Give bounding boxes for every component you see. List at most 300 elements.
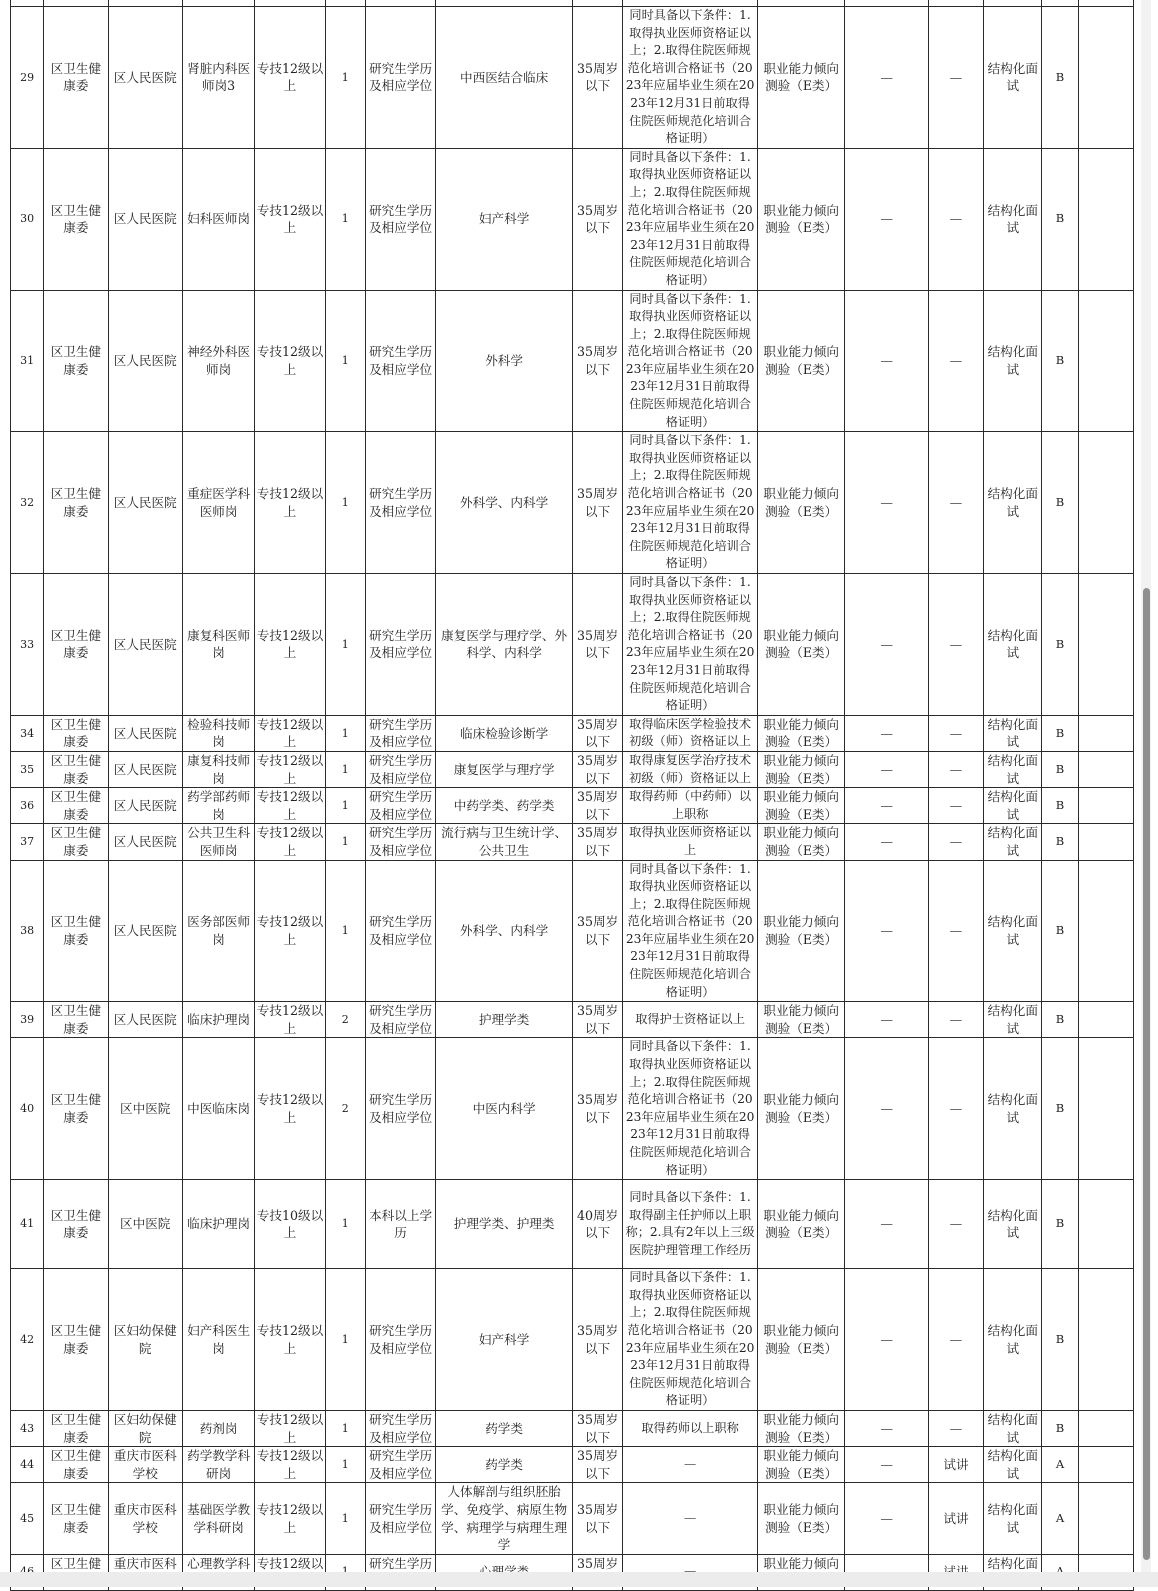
cell-no: 38 xyxy=(11,860,44,1002)
cell-empty xyxy=(1078,1038,1133,1180)
cell-other: 取得临床医学检验技术初级（师）资格证以上 xyxy=(623,715,758,751)
cell-empty xyxy=(1078,1269,1133,1411)
cell-interview: 结构化面试 xyxy=(984,1180,1042,1269)
cell-exam: 职业能力倾向测验（E类） xyxy=(757,788,844,824)
cell-major: 妇产科学 xyxy=(436,148,573,290)
table-row xyxy=(11,824,1134,860)
cell-grade: B xyxy=(1042,1410,1078,1446)
cell-c1: — xyxy=(845,1483,928,1554)
cell-dept: 区卫生健康委 xyxy=(44,824,108,860)
cell-unit: 区中医院 xyxy=(108,1038,182,1180)
cell-grade: A xyxy=(1042,1483,1078,1554)
cell-exam: 职业能力倾向测验（E类） xyxy=(757,432,844,574)
cell-c2: — xyxy=(928,751,983,787)
cell-edu: 研究生学历及相应学位 xyxy=(365,1447,435,1483)
cell-c2: — xyxy=(928,860,983,1002)
cell-interview: 结构化面试 xyxy=(984,1038,1042,1180)
cell-level: 专技12级以上 xyxy=(255,715,325,751)
cell-unit: 区人民医院 xyxy=(108,7,182,149)
cell-dept: 区卫生健康委 xyxy=(44,1483,108,1554)
cell-age: 35周岁以下 xyxy=(572,824,622,860)
cell-other: 取得执业医师资格证以上 xyxy=(623,824,758,860)
table-row xyxy=(11,715,1134,751)
cell-exam: 职业能力倾向测验（E类） xyxy=(757,574,844,716)
cell-exam: 职业能力倾向测验（E类） xyxy=(757,7,844,149)
cell-unit: 区人民医院 xyxy=(108,860,182,1002)
cell-unit: 区人民医院 xyxy=(108,290,182,432)
cell-post: 医务部医师岗 xyxy=(182,860,254,1002)
cell-empty xyxy=(1078,574,1133,716)
cell-unit: 重庆市医科学校 xyxy=(108,1447,182,1483)
cell-interview: 结构化面试 xyxy=(984,824,1042,860)
cell-c1: — xyxy=(845,7,928,149)
cell-interview: 结构化面试 xyxy=(984,715,1042,751)
cell-count: 1 xyxy=(325,1483,365,1554)
cell-unit: 区人民医院 xyxy=(108,788,182,824)
cell-level: 专技12级以上 xyxy=(255,7,325,149)
cell-c1: — xyxy=(845,1002,928,1038)
table-row xyxy=(11,1447,1134,1483)
cell-dept: 区卫生健 xyxy=(44,1554,108,1590)
cell-c1: — xyxy=(845,1447,928,1483)
cell-no: 30 xyxy=(11,148,44,290)
cell-other: 同时具备以下条件：1.取得执业医师资格证以上；2.取得住院医师规范化培训合格证书（2023年应届毕业生须在2023年12月31日前取得住院医师规范化培训合格证明） xyxy=(623,1038,758,1180)
cell-c1: — xyxy=(845,824,928,860)
cell-major: 临床检验诊断学 xyxy=(436,715,573,751)
cell-empty xyxy=(1078,1002,1133,1038)
cell-age: 35周岁以下 xyxy=(572,715,622,751)
cell-empty xyxy=(1078,432,1133,574)
cell-exam: 职业能力倾向测验（E类） xyxy=(757,1180,844,1269)
cell-unit: 重庆市医科学校 xyxy=(108,1483,182,1554)
cell-c1: — xyxy=(845,860,928,1002)
cell-count: 1 xyxy=(325,715,365,751)
cell-interview: 结构化面试 xyxy=(984,7,1042,149)
cell-c1: — xyxy=(845,148,928,290)
table-row xyxy=(11,574,1134,716)
cell-other: 同时具备以下条件：1.取得执业医师资格证以上；2.取得住院医师规范化培训合格证书（2023年应届毕业生须在2023年12月31日前取得住院医师规范化培训合格证明） xyxy=(623,7,758,149)
cell-unit: 区妇幼保健院 xyxy=(108,1269,182,1411)
cell-c1: — xyxy=(845,1269,928,1411)
cell-post: 中医临床岗 xyxy=(182,1038,254,1180)
cell-edu: 研究生学历及相应学位 xyxy=(365,1038,435,1180)
cell-age: 40周岁以下 xyxy=(572,1180,622,1269)
cell-major: 外科学、内科学 xyxy=(436,860,573,1002)
cell-major: 护理学类、护理类 xyxy=(436,1180,573,1269)
cell-c1: — xyxy=(845,574,928,716)
cell-exam: 职业能力倾向测验（E类） xyxy=(757,1269,844,1411)
cell-level: 专技10级以上 xyxy=(255,1180,325,1269)
cell-no: 43 xyxy=(11,1410,44,1446)
cell-no: 35 xyxy=(11,751,44,787)
cell-grade: A xyxy=(1042,1447,1078,1483)
cell-major: 康复医学与理疗学、外科学、内科学 xyxy=(436,574,573,716)
cell-edu: 研究生学历及相应学位 xyxy=(365,824,435,860)
cell-post: 肾脏内科医师岗3 xyxy=(182,7,254,149)
cell-no: 41 xyxy=(11,1180,44,1269)
cell-empty xyxy=(1078,1447,1133,1483)
cell-empty xyxy=(1078,290,1133,432)
cell-empty xyxy=(1078,788,1133,824)
cell-age: 35周岁以下 xyxy=(572,1269,622,1411)
cell-age: 35周岁以下 xyxy=(572,7,622,149)
cell-exam: 职业能力倾向测验（E类） xyxy=(757,715,844,751)
cell-grade: B xyxy=(1042,824,1078,860)
cell-edu: 研究生学历及相应学位 xyxy=(365,860,435,1002)
cell-grade: B xyxy=(1042,1180,1078,1269)
cell-dept: 区卫生健康委 xyxy=(44,1180,108,1269)
cell-interview: 结构化面 xyxy=(984,1554,1042,1590)
cell-count: 2 xyxy=(325,1002,365,1038)
cell-dept: 区卫生健康委 xyxy=(44,290,108,432)
cell-count: 1 xyxy=(325,7,365,149)
cell-unit: 区人民医院 xyxy=(108,715,182,751)
page-bottom-edge xyxy=(0,1572,1158,1587)
cell-interview: 结构化面试 xyxy=(984,860,1042,1002)
cell-c1: — xyxy=(845,715,928,751)
cell-level: 专技12级以上 xyxy=(255,788,325,824)
cell-other: 同时具备以下条件：1.取得执业医师资格证以上；2.取得住院医师规范化培训合格证书（2023年应届毕业生须在2023年12月31日前取得住院医师规范化培训合格证明） xyxy=(623,432,758,574)
cell-interview: 结构化面试 xyxy=(984,1410,1042,1446)
cell-exam: 职业能力倾向测验（E类） xyxy=(757,1038,844,1180)
cell-dept: 区卫生健康委 xyxy=(44,574,108,716)
cell-edu: 研究生学历及相应学位 xyxy=(365,1483,435,1554)
cell-c2: — xyxy=(928,1410,983,1446)
cell-age: 35周岁以下 xyxy=(572,1002,622,1038)
cell-other: — xyxy=(623,1483,758,1554)
cell-dept: 区卫生健康委 xyxy=(44,148,108,290)
cell-dept: 区卫生健康委 xyxy=(44,1038,108,1180)
cell-age: 35周岁以下 xyxy=(572,751,622,787)
cell-level: 专技12级以 xyxy=(255,1554,325,1590)
cell-count: 1 xyxy=(325,290,365,432)
cell-c2: — xyxy=(928,715,983,751)
cell-interview: 结构化面试 xyxy=(984,148,1042,290)
cell-level: 专技12级以上 xyxy=(255,1410,325,1446)
cell-post: 神经外科医师岗 xyxy=(182,290,254,432)
cell-c2: — xyxy=(928,7,983,149)
cell-level: 专技12级以上 xyxy=(255,751,325,787)
cell-no: 31 xyxy=(11,290,44,432)
cell-interview: 结构化面试 xyxy=(984,574,1042,716)
cell-interview: 结构化面试 xyxy=(984,788,1042,824)
cell-unit: 区人民医院 xyxy=(108,751,182,787)
cell-other: 取得药师（中药师）以上职称 xyxy=(623,788,758,824)
cell-exam: 职业能力倾向测验（E类） xyxy=(757,860,844,1002)
cell-c2: 试讲 xyxy=(928,1447,983,1483)
cell-grade: B xyxy=(1042,751,1078,787)
cell-edu: 研究生学历及相应学位 xyxy=(365,751,435,787)
cell-level: 专技12级以上 xyxy=(255,860,325,1002)
cell-dept: 区卫生健康委 xyxy=(44,7,108,149)
cell-major: 药学类 xyxy=(436,1447,573,1483)
cell-edu: 研究生学历及相应学位 xyxy=(365,1410,435,1446)
cell-exam: 职业能力倾向测验（E类） xyxy=(757,1002,844,1038)
cell-interview: 结构化面试 xyxy=(984,432,1042,574)
cell-unit: 区人民医院 xyxy=(108,148,182,290)
cell-c2: — xyxy=(928,290,983,432)
cell-c2: — xyxy=(928,574,983,716)
cell-c2: — xyxy=(928,432,983,574)
cell-no: 40 xyxy=(11,1038,44,1180)
cell-c2: — xyxy=(928,1038,983,1180)
cell-post: 重症医学科医师岗 xyxy=(182,432,254,574)
cell-dept: 区卫生健康委 xyxy=(44,432,108,574)
cell-exam: 职业能力倾向测验（E类） xyxy=(757,1410,844,1446)
table-row xyxy=(11,751,1134,787)
cell-no: 34 xyxy=(11,715,44,751)
cell-major: 流行病与卫生统计学、公共卫生 xyxy=(436,824,573,860)
cell-major: 中医内科学 xyxy=(436,1038,573,1180)
table-row xyxy=(11,148,1134,290)
cell-c2: — xyxy=(928,788,983,824)
cell-empty xyxy=(1078,148,1133,290)
cell-other: 同时具备以下条件：1.取得执业医师资格证以上；2.取得住院医师规范化培训合格证书（2023年应届毕业生须在2023年12月31日前取得住院医师规范化培训合格证明） xyxy=(623,860,758,1002)
cell-unit: 区人民医院 xyxy=(108,432,182,574)
cell-dept: 区卫生健康委 xyxy=(44,1269,108,1411)
cell-c1: — xyxy=(845,1038,928,1180)
cell-level: 专技12级以上 xyxy=(255,432,325,574)
cell-dept: 区卫生健康委 xyxy=(44,1447,108,1483)
cell-c1: — xyxy=(845,1180,928,1269)
cell-count: 1 xyxy=(325,432,365,574)
cell-count: 1 xyxy=(325,1180,365,1269)
cell-empty xyxy=(1078,824,1133,860)
table-row xyxy=(11,1269,1134,1411)
cell-c1: — xyxy=(845,290,928,432)
cell-grade: B xyxy=(1042,290,1078,432)
cell-empty xyxy=(1078,751,1133,787)
cell-post: 药剂岗 xyxy=(182,1410,254,1446)
cell-empty xyxy=(1078,1410,1133,1446)
table-row xyxy=(11,1002,1134,1038)
cell-dept: 区卫生健康委 xyxy=(44,860,108,1002)
cell-major: 外科学 xyxy=(436,290,573,432)
cell-age: 35周岁以下 xyxy=(572,860,622,1002)
cell-exam: 职业能力倾向测验（E类） xyxy=(757,1483,844,1554)
cell-empty xyxy=(1078,715,1133,751)
cell-exam: 职业能力倾向测验（E类） xyxy=(757,148,844,290)
cell-unit: 区妇幼保健院 xyxy=(108,1410,182,1446)
cell-dept: 区卫生健康委 xyxy=(44,715,108,751)
table-row xyxy=(11,1483,1134,1554)
cell-age: 35周岁以下 xyxy=(572,148,622,290)
cell-age: 35周岁以下 xyxy=(572,1410,622,1446)
table-row xyxy=(11,290,1134,432)
cell-no: 37 xyxy=(11,824,44,860)
cell-age: 35周岁 xyxy=(572,1554,622,1590)
cell-major: 药学类 xyxy=(436,1410,573,1446)
cell-c2: — xyxy=(928,824,983,860)
cell-interview: 结构化面试 xyxy=(984,1483,1042,1554)
cell-post: 检验科技师岗 xyxy=(182,715,254,751)
cell-exam: 职业能力倾向测验（E类） xyxy=(757,751,844,787)
cell-grade: B xyxy=(1042,860,1078,1002)
cell-post: 临床护理岗 xyxy=(182,1002,254,1038)
cell-post: 基础医学教学科研岗 xyxy=(182,1483,254,1554)
cell-edu: 研究生学历及相应学位 xyxy=(365,715,435,751)
cell-major: 人体解剖与组织胚胎学、免疫学、病原生物学、病理学与病理生理学 xyxy=(436,1483,573,1554)
cell-level: 专技12级以上 xyxy=(255,148,325,290)
cell-no: 32 xyxy=(11,432,44,574)
cell-age: 35周岁以下 xyxy=(572,788,622,824)
cell-post: 妇科医师岗 xyxy=(182,148,254,290)
cell-interview: 结构化面试 xyxy=(984,290,1042,432)
cell-c2: — xyxy=(928,1002,983,1038)
cell-major: 护理学类 xyxy=(436,1002,573,1038)
cell-grade: B xyxy=(1042,1038,1078,1180)
cell-c1: — xyxy=(845,432,928,574)
cell-other: 同时具备以下条件：1.取得副主任护师以上职称；2.具有2年以上三级医院护理管理工作经历 xyxy=(623,1180,758,1269)
cell-age: 35周岁以下 xyxy=(572,574,622,716)
cell-grade: B xyxy=(1042,788,1078,824)
cell-age: 35周岁以下 xyxy=(572,1038,622,1180)
cell-count: 1 xyxy=(325,751,365,787)
cell-no: 36 xyxy=(11,788,44,824)
cell-other: 取得护士资格证以上 xyxy=(623,1002,758,1038)
cell-unit: 区人民医院 xyxy=(108,1002,182,1038)
cell-empty xyxy=(1078,7,1133,149)
cell-c1: — xyxy=(845,1410,928,1446)
cell-unit: 区人民医院 xyxy=(108,574,182,716)
cell-edu: 研究生学历及相应学位 xyxy=(365,788,435,824)
table-row xyxy=(11,7,1134,149)
cell-major: 外科学、内科学 xyxy=(436,432,573,574)
cell-level: 专技12级以上 xyxy=(255,1483,325,1554)
cell-edu: 研究生学历及相应学位 xyxy=(365,7,435,149)
cell-grade: B xyxy=(1042,432,1078,574)
cell-unit: 区人民医院 xyxy=(108,824,182,860)
cell-unit: 重庆市医科 xyxy=(108,1554,182,1590)
cell-edu: 研究生学历及相应学位 xyxy=(365,1269,435,1411)
cell-major: 中药学类、药学类 xyxy=(436,788,573,824)
cell-age: 35周岁以下 xyxy=(572,1483,622,1554)
cell-edu: 研究生学历及相应学位 xyxy=(365,432,435,574)
cell-other: 取得康复医学治疗技术初级（师）资格证以上 xyxy=(623,751,758,787)
cell-other: 同时具备以下条件：1.取得执业医师资格证以上；2.取得住院医师规范化培训合格证书（2023年应届毕业生须在2023年12月31日前取得住院医师规范化培训合格证明） xyxy=(623,1269,758,1411)
cell-count: 1 xyxy=(325,860,365,1002)
cell-other: 同时具备以下条件：1.取得执业医师资格证以上；2.取得住院医师规范化培训合格证书（2023年应届毕业生须在2023年12月31日前取得住院医师规范化培训合格证明） xyxy=(623,574,758,716)
cell-grade: B xyxy=(1042,148,1078,290)
cell-no: 33 xyxy=(11,574,44,716)
cell-exam: 职业能力倾向 xyxy=(757,1554,844,1590)
cell-unit: 区中医院 xyxy=(108,1180,182,1269)
cell-post: 公共卫生科医师岗 xyxy=(182,824,254,860)
cell-level: 专技12级以上 xyxy=(255,824,325,860)
table-row xyxy=(11,788,1134,824)
cell-post: 康复科医师岗 xyxy=(182,574,254,716)
cell-count: 1 xyxy=(325,148,365,290)
table-body xyxy=(11,0,1134,1590)
cell-no: 29 xyxy=(11,7,44,149)
cell-other: — xyxy=(623,1447,758,1483)
cell-no: 45 xyxy=(11,1483,44,1554)
cell-major: 中西医结合临床 xyxy=(436,7,573,149)
table-row xyxy=(11,1038,1134,1180)
cell-dept: 区卫生健康委 xyxy=(44,1410,108,1446)
cell-empty xyxy=(1078,1180,1133,1269)
cell-interview: 结构化面试 xyxy=(984,1269,1042,1411)
cell-level: 专技12级以上 xyxy=(255,1269,325,1411)
cell-edu: 研究生学历及相应学位 xyxy=(365,574,435,716)
cell-grade: B xyxy=(1042,715,1078,751)
cell-empty xyxy=(1078,860,1133,1002)
table-row xyxy=(11,1180,1134,1269)
cell-count: 1 xyxy=(325,1269,365,1411)
cell-age: 35周岁以下 xyxy=(572,432,622,574)
cell-level: 专技12级以上 xyxy=(255,1038,325,1180)
cell-edu: 研究生学历及相应学位 xyxy=(365,290,435,432)
cell-count: 1 xyxy=(325,1410,365,1446)
cell-c2: — xyxy=(928,1180,983,1269)
cell-post: 妇产科医生岗 xyxy=(182,1269,254,1411)
cell-post: 康复科技师岗 xyxy=(182,751,254,787)
cell-edu: 研究生学历及相应学位 xyxy=(365,1002,435,1038)
cell-interview: 结构化面试 xyxy=(984,751,1042,787)
scrollbar-thumb[interactable] xyxy=(1143,588,1150,1560)
cell-count: 1 xyxy=(325,824,365,860)
cell-exam: 职业能力倾向测验（E类） xyxy=(757,1447,844,1483)
cell-dept: 区卫生健康委 xyxy=(44,1002,108,1038)
cell-count: 1 xyxy=(325,1447,365,1483)
cell-dept: 区卫生健康委 xyxy=(44,788,108,824)
cell-other: 同时具备以下条件：1.取得执业医师资格证以上；2.取得住院医师规范化培训合格证书（2023年应届毕业生须在2023年12月31日前取得住院医师规范化培训合格证明） xyxy=(623,290,758,432)
cell-c2: — xyxy=(928,1269,983,1411)
cell-interview: 结构化面试 xyxy=(984,1447,1042,1483)
cell-age: 35周岁以下 xyxy=(572,1447,622,1483)
cell-age: 35周岁以下 xyxy=(572,290,622,432)
cell-level: 专技12级以上 xyxy=(255,574,325,716)
cell-post: 药学部药师岗 xyxy=(182,788,254,824)
cell-edu: 研究生学历 xyxy=(365,1554,435,1590)
cell-level: 专技12级以上 xyxy=(255,1002,325,1038)
cell-count: 1 xyxy=(325,788,365,824)
recruitment-table xyxy=(10,0,1134,1591)
cell-c1: — xyxy=(845,788,928,824)
cell-exam: 职业能力倾向测验（E类） xyxy=(757,290,844,432)
table-row xyxy=(11,860,1134,1002)
cell-c2: 试讲 xyxy=(928,1483,983,1554)
cell-grade: B xyxy=(1042,1269,1078,1411)
cell-level: 专技12级以上 xyxy=(255,290,325,432)
recruitment-table-sheet xyxy=(10,0,1134,1591)
cell-post: 心理教学科 xyxy=(182,1554,254,1590)
cell-empty xyxy=(1078,1483,1133,1554)
cell-count: 2 xyxy=(325,1038,365,1180)
cell-no: 39 xyxy=(11,1002,44,1038)
cell-grade: B xyxy=(1042,574,1078,716)
cell-no: 42 xyxy=(11,1269,44,1411)
cell-dept: 区卫生健康委 xyxy=(44,751,108,787)
cell-other: 同时具备以下条件：1.取得执业医师资格证以上；2.取得住院医师规范化培训合格证书（2023年应届毕业生须在2023年12月31日前取得住院医师规范化培训合格证明） xyxy=(623,148,758,290)
cell-interview: 结构化面试 xyxy=(984,1002,1042,1038)
table-row xyxy=(11,432,1134,574)
cell-other: 取得药师以上职称 xyxy=(623,1410,758,1446)
cell-major: 康复医学与理疗学 xyxy=(436,751,573,787)
cell-c2: — xyxy=(928,148,983,290)
cell-exam: 职业能力倾向测验（E类） xyxy=(757,824,844,860)
cell-post: 临床护理岗 xyxy=(182,1180,254,1269)
cell-edu: 本科以上学历 xyxy=(365,1180,435,1269)
cell-major: 妇产科学 xyxy=(436,1269,573,1411)
cell-no: 44 xyxy=(11,1447,44,1483)
cell-grade: B xyxy=(1042,1002,1078,1038)
table-row xyxy=(11,1410,1134,1446)
cell-post: 药学教学科研岗 xyxy=(182,1447,254,1483)
cell-c1: — xyxy=(845,751,928,787)
cell-edu: 研究生学历及相应学位 xyxy=(365,148,435,290)
cell-count: 1 xyxy=(325,574,365,716)
